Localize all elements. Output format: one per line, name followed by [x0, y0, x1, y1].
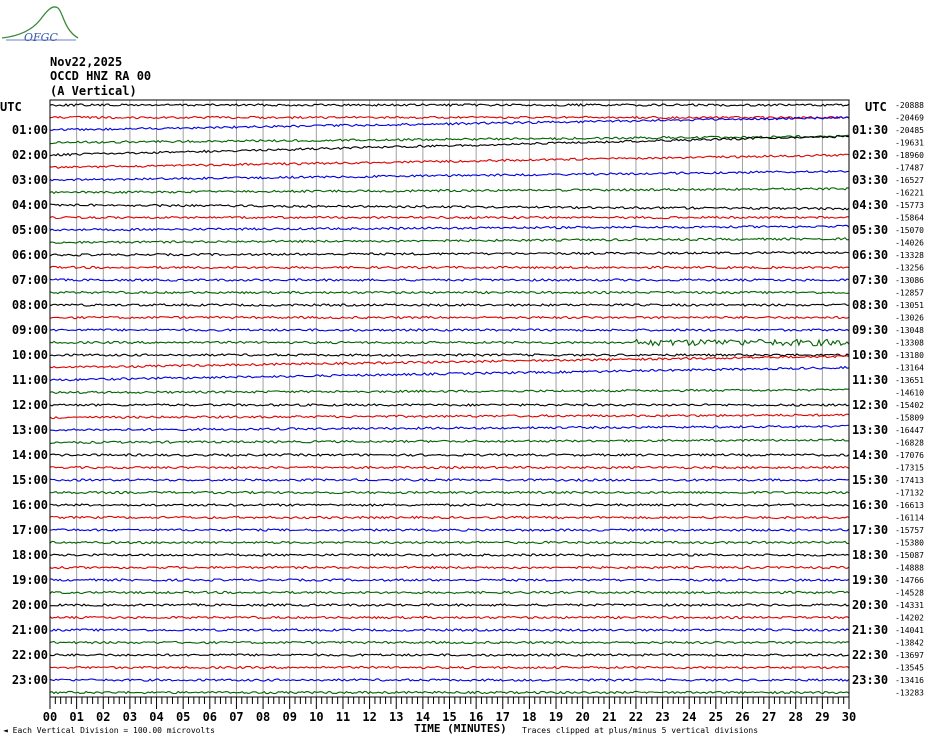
x-tick-label: 12 [362, 710, 377, 724]
utc-right-label: 20:30 [852, 598, 889, 612]
trace-offset: -15087 [895, 551, 924, 560]
x-tick-label: 05 [175, 710, 191, 724]
trace-offset: -12857 [895, 288, 924, 298]
utc-left-label: 11:00 [11, 373, 48, 387]
utc-right-label: 17:30 [852, 523, 889, 537]
utc-left-label: 02:00 [11, 148, 48, 162]
x-tick-label: 26 [735, 710, 750, 724]
utc-left-label: 07:00 [11, 273, 48, 287]
footer-left: ◄ Each Vertical Division = 100.00 microvolts [3, 726, 215, 735]
utc-right-label: 08:30 [852, 298, 889, 312]
x-tick-label: 07 [229, 710, 244, 724]
x-tick-label: 01 [69, 710, 84, 724]
trace-offset: -20469 [895, 113, 924, 123]
utc-left-label: 10:00 [11, 348, 48, 362]
utc-right-label: 01:30 [852, 123, 889, 137]
trace-offset: -17315 [895, 463, 924, 473]
x-tick-label: 10 [309, 710, 324, 724]
x-tick-label: 14 [415, 710, 431, 724]
x-tick-label: 29 [815, 710, 830, 724]
trace-offset: -14026 [895, 238, 924, 248]
utc-right-label: 09:30 [852, 323, 889, 337]
x-tick-label: 04 [149, 710, 164, 724]
trace-offset: -14202 [895, 613, 924, 623]
trace-offset: -14041 [895, 626, 924, 635]
x-tick-label: 02 [96, 710, 111, 724]
utc-right-label: 06:30 [852, 248, 889, 262]
x-tick-label: 19 [548, 710, 564, 724]
trace-offset: -16447 [895, 426, 924, 435]
utc-right-label: 07:30 [852, 273, 889, 287]
trace-offset: -14528 [895, 588, 924, 598]
trace-offset: -13283 [895, 688, 924, 698]
trace-offset: -13416 [895, 676, 924, 685]
trace-offset: -16613 [895, 501, 924, 510]
utc-right-label: 22:30 [852, 648, 889, 662]
utc-left-label: 15:00 [11, 473, 48, 487]
trace-offset: -15380 [895, 538, 924, 548]
trace-offset: -15402 [895, 401, 924, 410]
logo-text: OFGC [24, 31, 58, 44]
x-tick-label: 27 [761, 710, 777, 724]
utc-left-label: 13:00 [11, 423, 48, 437]
trace-offset: -14888 [895, 563, 924, 573]
x-tick-label: 00 [42, 710, 58, 724]
trace-offset: -14331 [895, 601, 924, 610]
trace-offset: -14766 [895, 576, 924, 585]
utc-right-label: 18:30 [852, 548, 889, 562]
utc-left-label: 20:00 [11, 598, 48, 612]
utc-right-label: 23:30 [852, 673, 889, 687]
x-tick-label: 24 [681, 710, 697, 724]
trace-offset: -15809 [895, 413, 924, 423]
trace-offset: -16221 [895, 188, 924, 198]
x-tick-label: 09 [282, 710, 297, 724]
utc-right-label: 14:30 [852, 448, 889, 462]
utc-right-label: 02:30 [852, 148, 889, 162]
trace-offset: -13051 [895, 301, 924, 310]
utc-right-label: 05:30 [852, 223, 889, 237]
utc-left-label: 21:00 [11, 623, 48, 637]
trace-offset: -15773 [895, 201, 924, 210]
trace-offset: -18960 [895, 151, 924, 160]
x-tick-label: 20 [575, 710, 590, 724]
trace-offset: -13328 [895, 251, 924, 260]
station-name: OCCD HNZ RA 00 [50, 69, 152, 83]
trace-offset-labels [895, 101, 924, 698]
trace-offset: -13545 [895, 663, 924, 673]
x-tick-label: 06 [202, 710, 218, 724]
x-tick-label: 17 [495, 710, 510, 724]
component-label: (A Vertical) [50, 84, 137, 98]
left-axis-title: UTC [0, 100, 22, 114]
x-tick-label: 28 [788, 710, 803, 724]
utc-right-label: 11:30 [852, 373, 889, 387]
trace-offset: -16527 [895, 176, 924, 185]
trace-offset: -13026 [895, 313, 924, 323]
trace-offset: -15070 [895, 226, 924, 235]
utc-right-label: 10:30 [852, 348, 889, 362]
x-axis-ticks [43, 697, 856, 724]
trace-offset: -13697 [895, 651, 924, 660]
trace-offset: -13180 [895, 351, 924, 360]
trace-offset: -17413 [895, 476, 924, 485]
utc-left-label: 05:00 [11, 223, 48, 237]
utc-left-label: 12:00 [11, 398, 48, 412]
utc-left-label: 16:00 [11, 498, 48, 512]
trace-offset: -17132 [895, 488, 924, 498]
trace-offset: -15864 [895, 213, 924, 223]
utc-left-label: 04:00 [11, 198, 48, 212]
utc-left-label: 08:00 [11, 298, 48, 312]
trace-offset: -20888 [895, 101, 924, 110]
utc-left-label: 22:00 [11, 648, 48, 662]
x-tick-label: 08 [255, 710, 271, 724]
utc-right-label: 16:30 [852, 498, 889, 512]
utc-right-label: 04:30 [852, 198, 889, 212]
utc-left-label: 17:00 [11, 523, 48, 537]
trace-offset: -19631 [895, 138, 924, 148]
trace-offset: -13651 [895, 376, 924, 385]
trace-offset: -14610 [895, 388, 924, 398]
x-tick-label: 03 [122, 710, 138, 724]
utc-right-label: 21:30 [852, 623, 889, 637]
utc-right-label: 15:30 [852, 473, 889, 487]
chart-date: Nov22,2025 [50, 55, 123, 69]
x-tick-label: 25 [708, 710, 724, 724]
right-axis-title: UTC [865, 100, 887, 114]
utc-right-label: 19:30 [852, 573, 889, 587]
x-tick-label: 22 [628, 710, 644, 724]
utc-left-label: 18:00 [11, 548, 48, 562]
trace-offset: -13086 [895, 276, 924, 285]
trace-offset: -13308 [895, 338, 924, 348]
footer-right: Traces clipped at plus/minus 5 vertical divisions [522, 726, 759, 735]
x-tick-label: 15 [442, 710, 457, 724]
trace-offset: -20485 [895, 126, 924, 135]
trace-offset: -17076 [895, 451, 924, 460]
x-tick-label: 16 [468, 710, 484, 724]
utc-left-label: 19:00 [11, 573, 48, 587]
trace-offset: -16828 [895, 438, 924, 448]
utc-right-label: 13:30 [852, 423, 889, 437]
utc-left-label: 01:00 [11, 123, 48, 137]
utc-left-label: 23:00 [11, 673, 48, 687]
utc-left-label: 14:00 [11, 448, 48, 462]
trace-offset: -15757 [895, 526, 924, 535]
trace-offset: -13164 [895, 363, 924, 373]
utc-left-label: 03:00 [11, 173, 48, 187]
x-axis-title: TIME (MINUTES) [414, 722, 507, 735]
utc-right-label: 12:30 [852, 398, 889, 412]
x-tick-label: 18 [522, 710, 537, 724]
trace-offset: -16114 [895, 513, 924, 523]
trace-offset: -17487 [895, 163, 924, 173]
x-tick-label: 13 [389, 710, 404, 724]
x-tick-label: 30 [841, 710, 857, 724]
utc-left-label: 09:00 [11, 323, 48, 337]
utc-left-label: 06:00 [11, 248, 48, 262]
trace-offset: -13256 [895, 263, 924, 273]
trace-offset: -13842 [895, 638, 924, 648]
trace-offset: -13048 [895, 326, 924, 335]
utc-right-label: 03:30 [852, 173, 889, 187]
x-tick-label: 21 [602, 710, 617, 724]
x-tick-label: 11 [335, 710, 351, 724]
x-tick-label: 23 [655, 710, 670, 724]
